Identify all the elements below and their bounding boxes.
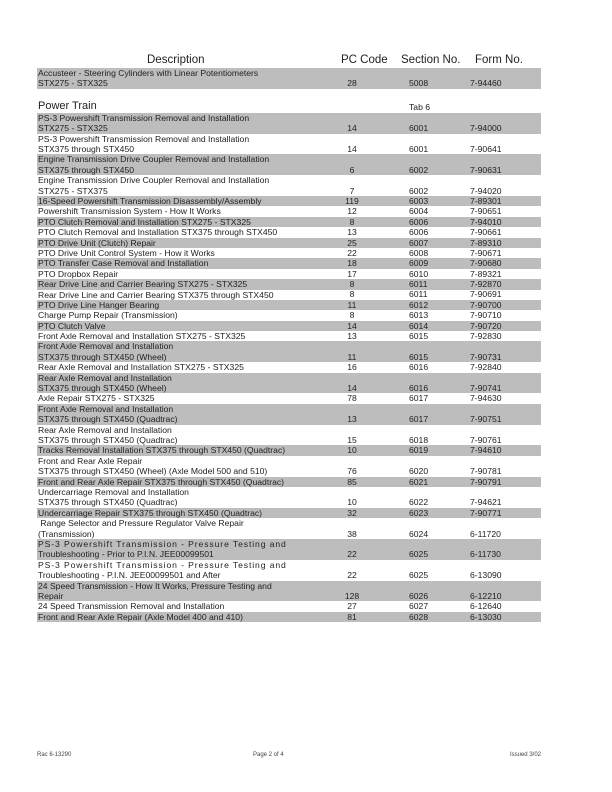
- description-line-1: Powershift Transmission System - How It Works: [38, 206, 221, 217]
- table-body: [37, 113, 541, 622]
- table-row: [37, 487, 541, 508]
- footer-page-number: Page 2 of 4: [253, 752, 284, 758]
- row-description: [37, 477, 348, 487]
- row-section-no: 6025: [409, 549, 429, 560]
- row-form-no: 7-94000: [470, 123, 502, 134]
- row-pc-code: 13: [347, 227, 357, 238]
- table-row: [37, 227, 541, 237]
- table-row: [37, 393, 541, 403]
- row-description: [37, 68, 348, 89]
- row-description: [37, 248, 348, 258]
- row-description: [37, 279, 348, 289]
- row-description: [37, 310, 348, 320]
- table-row: [37, 508, 541, 518]
- description-line-1: PTO Clutch Removal and Installation STX375 through STX450: [38, 227, 278, 238]
- row-pc-code: 25: [347, 237, 357, 248]
- row-section-no: 6001: [409, 143, 429, 154]
- row-section-no: 6015: [409, 331, 429, 342]
- row-section-no: 6007: [409, 237, 429, 248]
- description-line-2: STX375 through STX450 (Wheel): [38, 351, 167, 362]
- row-form-no: 7-90680: [470, 258, 502, 269]
- table-row: [37, 425, 541, 446]
- row-description: [37, 581, 348, 602]
- row-section-no: 6024: [409, 528, 429, 539]
- row-section-no: 6008: [409, 247, 429, 258]
- row-section-no: 6019: [409, 445, 429, 456]
- description-line-2: STX375 through STX450: [38, 144, 135, 154]
- row-pc-code: 13: [347, 331, 357, 342]
- row-section-no: 6002: [409, 164, 429, 175]
- row-form-no: 7-92840: [470, 362, 502, 373]
- row-section-no: 6011: [409, 289, 428, 300]
- table-row: [37, 269, 541, 279]
- description-line-1: PTO Transfer Case Removal and Installation: [38, 258, 209, 269]
- row-section-no: 6016: [409, 362, 429, 373]
- row-section-no: 5008: [409, 78, 429, 89]
- row-form-no: 7-90631: [470, 164, 502, 175]
- row-description: [37, 154, 348, 175]
- description-line-1: Undercarriage Removal and Installation: [38, 487, 189, 497]
- row-description: [37, 258, 348, 268]
- row-form-no: 7-90710: [470, 310, 502, 321]
- table-row: [37, 601, 541, 611]
- row-description: [37, 238, 348, 248]
- description-line-1: PS-3 Powershift Transmission Removal and Installation: [38, 112, 250, 123]
- description-line-2: STX375 through STX450: [38, 164, 135, 175]
- description-line-1: Rear Axle Removal and Installation STX275 - STX325: [38, 362, 244, 373]
- table-row: [37, 310, 541, 320]
- row-form-no: 7-92870: [470, 279, 502, 290]
- description-line-2: Repair: [38, 590, 64, 601]
- row-form-no: 6-11720: [470, 528, 501, 539]
- row-description: [37, 425, 348, 446]
- row-description: [37, 300, 348, 310]
- table-row: [37, 477, 541, 487]
- row-description: [37, 134, 348, 155]
- description-line-1: 24 Speed Transmission - How It Works, Pressure Testing and: [38, 580, 272, 591]
- row-form-no: 7-94630: [470, 393, 502, 404]
- table-row: [37, 248, 541, 258]
- row-pc-code: 17: [347, 268, 357, 279]
- description-line-1: PTO Dropbox Repair: [38, 268, 119, 279]
- table-row: [37, 300, 541, 310]
- description-line-2: Troubleshooting - P.I.N. JEE00099501 and After: [38, 570, 221, 581]
- row-form-no: 6-11730: [470, 549, 501, 560]
- spacer: [37, 89, 541, 97]
- row-description: [37, 206, 348, 216]
- table-row: [37, 321, 541, 331]
- row-description: [37, 227, 348, 237]
- row-pc-code: 85: [347, 476, 357, 487]
- description-line-1: Range Selector and Pressure Regulator Valve Repair: [38, 518, 244, 529]
- table-row: [37, 290, 541, 300]
- row-description: [37, 341, 348, 362]
- row-description: [37, 393, 348, 403]
- document-page: [37, 54, 541, 622]
- section-title: Power Train: [38, 99, 97, 112]
- description-line-1: PS-3 Powershift Transmission Removal and Installation: [38, 133, 250, 144]
- row-pc-code: 12: [347, 206, 357, 217]
- row-pc-code: 22: [347, 549, 357, 560]
- row-pc-code: 8: [349, 289, 355, 300]
- row-section-no: 6017: [409, 393, 429, 404]
- row-form-no: 7-90741: [470, 383, 502, 394]
- row-description: [37, 456, 348, 477]
- row-form-no: 7-90731: [470, 351, 502, 362]
- row-form-no: 7-94621: [470, 497, 502, 508]
- row-pc-code: 119: [345, 195, 359, 206]
- row-form-no: 7-90641: [470, 143, 502, 154]
- row-pc-code: 28: [347, 78, 357, 89]
- row-form-no: 7-92830: [470, 331, 502, 342]
- row-form-no: 6-13090: [470, 570, 502, 581]
- header-section-no: Section No.: [401, 54, 461, 66]
- description-line-1: PTO Drive Unit Control System - How it Works: [38, 247, 215, 258]
- row-section-no: 6006: [409, 216, 429, 227]
- row-section-no: 6016: [409, 383, 429, 394]
- description-line-1: Front Axle Removal and Installation: [38, 341, 174, 352]
- row-pc-code: 38: [347, 528, 357, 539]
- row-pc-code: 22: [347, 247, 357, 258]
- row-section-no: 6018: [409, 435, 429, 446]
- description-line-1: Engine Transmission Drive Coupler Removal and Installation: [38, 175, 270, 186]
- row-description: [37, 445, 348, 455]
- row-section-no: 6001: [409, 123, 429, 134]
- row-section-no: 6009: [409, 258, 429, 269]
- row-section-no: 6011: [409, 279, 428, 290]
- table-row: [37, 362, 541, 372]
- row-form-no: 7-90720: [470, 320, 502, 331]
- row-section-no: 6012: [409, 299, 429, 310]
- row-pc-code: 22: [347, 570, 357, 581]
- description-line-1: PTO Drive Line Hanger Bearing: [38, 299, 160, 310]
- row-section-no: 6010: [409, 268, 429, 279]
- description-line-1: PTO Clutch Valve: [38, 320, 106, 331]
- row-pc-code: 8: [349, 279, 355, 290]
- row-description: [37, 321, 348, 331]
- table-row: [37, 68, 541, 89]
- row-pc-code: 10: [347, 497, 357, 508]
- row-section-no: 6015: [409, 351, 429, 362]
- description-line-1: PS-3 Powershift Transmission - Pressure Testing and: [38, 538, 287, 549]
- row-section-no: 6013: [409, 310, 429, 321]
- row-description: [37, 539, 348, 560]
- table-row: [37, 331, 541, 341]
- description-line-2: STX375 through STX450 (Wheel): [38, 383, 167, 394]
- description-line-2: STX275 - STX325: [38, 123, 108, 134]
- table-row: [37, 175, 541, 196]
- table-row: [37, 217, 541, 227]
- page-footer: [37, 752, 541, 762]
- section-heading: [37, 97, 541, 113]
- table-row: [37, 341, 541, 362]
- footer-doc-id: Rac 6-13290: [37, 752, 72, 758]
- row-pc-code: 18: [347, 258, 357, 269]
- row-form-no: 7-90700: [470, 299, 502, 310]
- description-line-2: STX375 through STX450 (Quadtrac): [38, 414, 178, 425]
- description-line-1: Engine Transmission Drive Coupler Removal and Installation: [38, 154, 270, 165]
- row-description: [37, 518, 348, 539]
- row-form-no: 7-94610: [470, 445, 502, 456]
- description-line-1: Accusteer - Steering Cylinders with Linear Potentiometers: [38, 68, 259, 78]
- row-section-no: 6017: [409, 414, 429, 425]
- row-form-no: 7-90791: [470, 476, 502, 487]
- row-pc-code: 76: [347, 466, 357, 477]
- row-description: [37, 560, 348, 581]
- row-description: [37, 362, 348, 372]
- row-section-no: 6021: [409, 476, 429, 487]
- row-pc-code: 14: [347, 123, 357, 134]
- table-row: [37, 518, 541, 539]
- table-row: [37, 154, 541, 175]
- description-line-1: Undercarriage Repair STX375 through STX450 (Quadtrac): [38, 507, 263, 518]
- row-section-no: 6020: [409, 466, 429, 477]
- description-line-2: STX375 through STX450 (Quadtrac): [38, 435, 178, 446]
- table-row: [37, 539, 541, 560]
- table-row: [37, 206, 541, 216]
- description-line-2: STX275 - STX325: [38, 78, 108, 89]
- table-row: [37, 560, 541, 581]
- table-row: [37, 258, 541, 268]
- row-form-no: 7-90781: [470, 466, 502, 477]
- row-form-no: 7-89310: [470, 237, 502, 248]
- row-form-no: 6-12210: [470, 590, 502, 601]
- row-form-no: 7-90761: [470, 435, 502, 446]
- row-form-no: 7-94020: [470, 185, 502, 196]
- row-description: [37, 373, 348, 394]
- row-section-no: 6027: [409, 601, 429, 612]
- row-pc-code: 6: [349, 164, 355, 175]
- header-form-no: Form No.: [475, 54, 523, 66]
- description-line-2: Troubleshooting - Prior to P.I.N. JEE00099501: [38, 549, 214, 560]
- row-form-no: 6-12640: [470, 601, 502, 612]
- row-description: [37, 601, 348, 611]
- row-form-no: 7-90651: [470, 206, 502, 217]
- row-description: [37, 404, 348, 425]
- table-row: [37, 581, 541, 602]
- row-pc-code: 11: [347, 299, 357, 310]
- row-pc-code: 7: [349, 185, 355, 196]
- top-rows: [37, 68, 541, 89]
- description-line-1: PS-3 Powershift Transmission - Pressure Testing and: [38, 559, 287, 570]
- row-form-no: 7-94460: [470, 78, 502, 89]
- row-pc-code: 15: [347, 435, 357, 446]
- row-description: [37, 196, 348, 206]
- row-pc-code: 78: [347, 393, 357, 404]
- row-description: [37, 269, 348, 279]
- row-description: [37, 487, 348, 508]
- description-line-1: Front Axle Removal and Installation: [38, 403, 174, 414]
- description-line-1: Front and Rear Axle Repair (Axle Model 400 and 410): [38, 611, 243, 622]
- row-pc-code: 14: [347, 143, 357, 154]
- table-row: [37, 113, 541, 134]
- row-section-no: 6006: [409, 227, 429, 238]
- description-line-2: STX275 - STX375: [38, 185, 108, 196]
- description-line-1: PTO Clutch Removal and Installation STX275 - STX325: [38, 216, 251, 227]
- row-pc-code: 32: [347, 507, 357, 518]
- description-line-1: Front Axle Removal and Installation STX275 - STX325: [38, 331, 246, 342]
- description-line-2: STX375 through STX450 (Quadtrac): [38, 497, 178, 508]
- row-pc-code: 13: [347, 414, 357, 425]
- row-pc-code: 14: [347, 320, 357, 331]
- row-form-no: 7-90671: [470, 247, 502, 258]
- description-line-1: 16-Speed Powershift Transmission Disassembly/Assembly: [38, 195, 262, 206]
- row-pc-code: 16: [347, 362, 357, 373]
- description-line-1: Front and Rear Axle Repair STX375 through STX450 (Quadtrac): [38, 476, 285, 487]
- description-line-1: 24 Speed Transmission Removal and Installation: [38, 601, 225, 612]
- description-line-1: Charge Pump Repair (Transmission): [38, 310, 178, 321]
- section-tab: Tab 6: [409, 101, 431, 112]
- description-line-1: Axle Repair STX275 - STX325: [38, 393, 155, 404]
- row-description: [37, 612, 348, 622]
- row-form-no: 7-90751: [470, 414, 502, 425]
- row-description: [37, 113, 348, 134]
- table-row: [37, 134, 541, 155]
- description-line-1: Rear Drive Line and Carrier Bearing STX275 - STX325: [38, 279, 248, 290]
- table-row: [37, 238, 541, 248]
- row-section-no: 6002: [409, 185, 429, 196]
- row-pc-code: 10: [347, 445, 357, 456]
- row-pc-code: 81: [347, 611, 357, 622]
- row-section-no: 6004: [409, 206, 429, 217]
- row-section-no: 6014: [409, 320, 429, 331]
- description-line-1: Tracks Removal Installation STX375 through STX450 (Quadtrac): [38, 445, 286, 456]
- description-line-1: Rear Axle Removal and Installation: [38, 424, 172, 435]
- row-section-no: 6028: [409, 611, 429, 622]
- row-pc-code: 27: [347, 601, 357, 612]
- row-section-no: 6025: [409, 570, 429, 581]
- row-pc-code: 8: [349, 310, 355, 321]
- row-description: [37, 508, 348, 518]
- table-row: [37, 196, 541, 206]
- row-pc-code: 11: [347, 351, 357, 362]
- table-row: [37, 404, 541, 425]
- table-row: [37, 445, 541, 455]
- table-row: [37, 373, 541, 394]
- row-form-no: 7-89321: [470, 268, 502, 279]
- row-section-no: 6023: [409, 507, 429, 518]
- row-section-no: 6022: [409, 497, 429, 508]
- row-form-no: 6-13030: [470, 611, 502, 622]
- row-form-no: 7-94010: [470, 216, 502, 227]
- row-section-no: 6026: [409, 590, 429, 601]
- row-description: [37, 290, 348, 300]
- row-pc-code: 8: [349, 216, 355, 227]
- header-pc-code: PC Code: [341, 54, 388, 66]
- table-row: [37, 612, 541, 622]
- row-form-no: 7-90691: [470, 289, 502, 300]
- row-form-no: 7-90661: [470, 227, 502, 238]
- footer-issued-date: Issued 3/02: [509, 752, 541, 758]
- description-line-1: PTO Drive Unit (Clutch) Repair: [38, 237, 156, 248]
- table-row: [37, 456, 541, 477]
- description-line-2: (Transmission): [38, 528, 95, 539]
- row-section-no: 6003: [409, 195, 429, 206]
- description-line-1: Front and Rear Axle Repair: [38, 455, 143, 466]
- header-description: Description: [147, 54, 205, 66]
- table-header: [37, 54, 541, 68]
- row-form-no: 7-90771: [470, 507, 502, 518]
- description-line-1: Rear Drive Line and Carrier Bearing STX375 through STX450: [38, 289, 274, 300]
- description-line-1: Rear Axle Removal and Installation: [38, 372, 172, 383]
- row-description: [37, 217, 348, 227]
- row-pc-code: 14: [347, 383, 357, 394]
- row-description: [37, 175, 348, 196]
- row-description: [37, 331, 348, 341]
- table-row: [37, 279, 541, 289]
- row-form-no: 7-89301: [470, 195, 502, 206]
- row-pc-code: 128: [344, 590, 360, 601]
- description-line-2: STX375 through STX450 (Wheel) (Axle Model 500 and 510): [38, 466, 268, 477]
